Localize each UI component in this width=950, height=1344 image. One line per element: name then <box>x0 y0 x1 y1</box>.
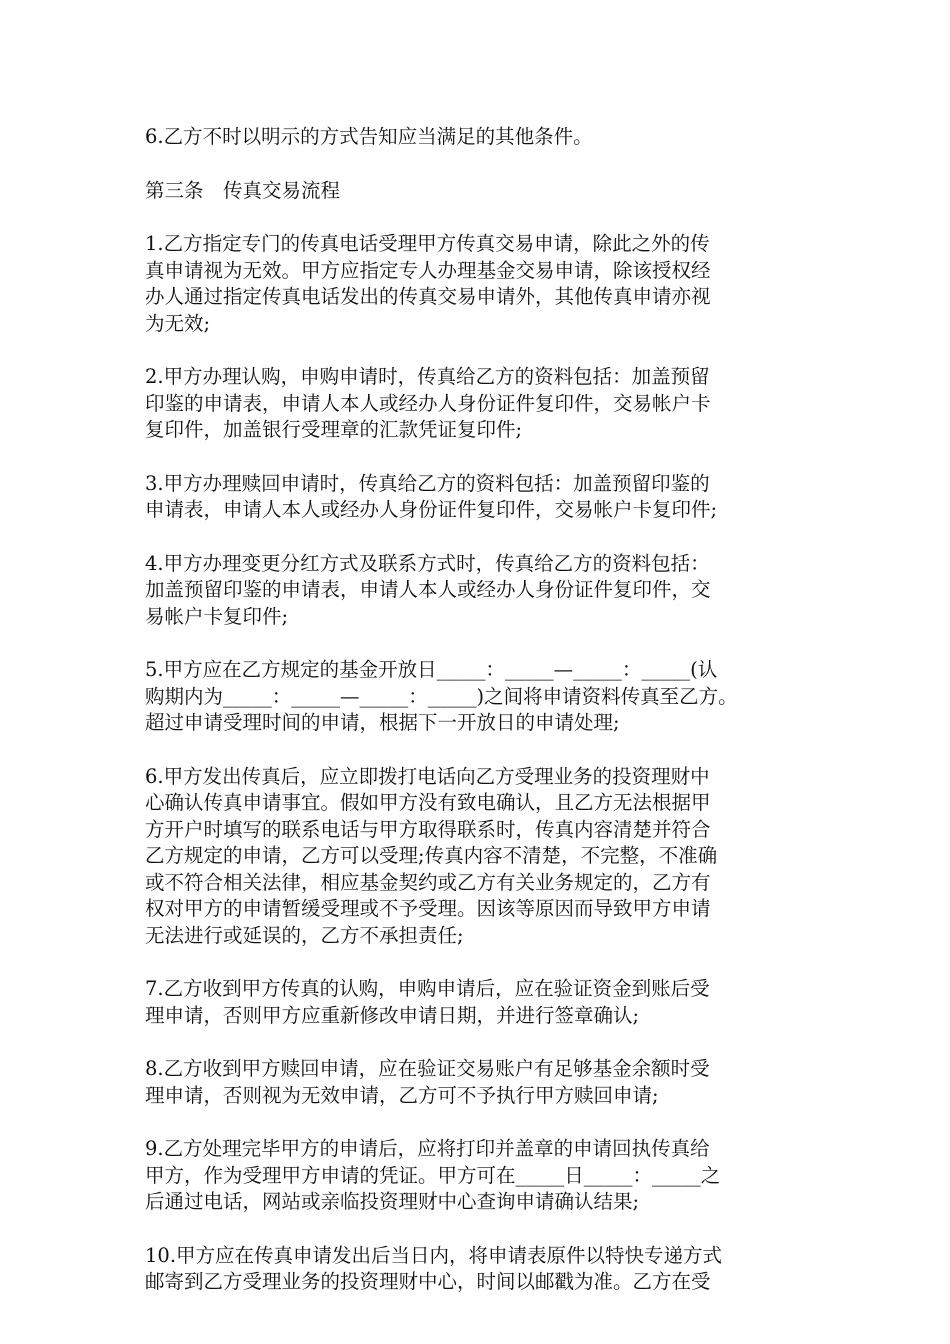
text-line: 心确认传真申请事宜。假如甲方没有致电确认，且乙方无法根据甲 <box>145 791 711 814</box>
text-line: 真申请视为无效。甲方应指定专人办理基金交易申请，除该授权经 <box>145 258 711 282</box>
clause-paragraph <box>145 657 810 737</box>
text-line: 或不符合相关法律，相应基金契约或乙方有关业务规定的，乙方有 <box>145 870 711 894</box>
clause-paragraph <box>145 976 810 1029</box>
clause-paragraph <box>145 471 810 524</box>
clause-paragraph <box>145 1056 810 1109</box>
text-line: 6.乙方不时以明示的方式告知应当满足的其他条件。 <box>145 125 593 148</box>
text-line: 权对甲方的申请暂缓受理或不予受理。因该等原因而导致甲方申请 <box>145 897 711 920</box>
clause-paragraph <box>145 764 810 950</box>
text-line: 易帐户卡复印件; <box>145 604 289 628</box>
clause-paragraph <box>145 1136 810 1216</box>
text-line: 加盖预留印鉴的申请表，申请人本人或经办人身份证件复印件，交 <box>145 578 711 601</box>
text-line: 理申请，否则视为无效申请，乙方可不予执行甲方赎回申请; <box>145 1083 659 1107</box>
text-line: 邮寄到乙方受理业务的投资理财中心，时间以邮戳为准。乙方在受 <box>145 1270 711 1293</box>
clause-paragraph <box>145 1243 810 1296</box>
text-line: 方开户时填写的联系电话与甲方取得联系时，传真内容清楚并符合 <box>145 817 711 841</box>
text-line: 办人通过指定传真电话发出的传真交易申请外，其他传真申请亦视 <box>145 285 711 308</box>
text-line: 购期内为_____：_____—_____：_____)之间将申请资料传真至乙方。 <box>145 684 738 708</box>
text-line: 申请表，申请人本人或经办人身份证件复印件，交易帐户卡复印件; <box>145 498 718 521</box>
clause-paragraph <box>145 551 810 631</box>
text-line: 8.乙方收到甲方赎回申请，应在验证交易账户有足够基金余额时受 <box>145 1057 710 1080</box>
text-line: 6.甲方发出传真后，应立即拨打电话向乙方受理业务的投资理财中 <box>145 764 710 788</box>
text-line: 甲方，作为受理甲方申请的凭证。甲方可在_____日_____：_____之 <box>145 1163 721 1187</box>
text-line: 乙方规定的申请，乙方可以受理;传真内容不清楚，不完整，不准确 <box>145 844 718 867</box>
text-line: 印鉴的申请表，申请人本人或经办人身份证件复印件，交易帐户卡 <box>145 391 711 415</box>
text-line: 复印件，加盖银行受理章的汇款凭证复印件; <box>145 418 523 441</box>
text-line: 3.甲方办理赎回申请时，传真给乙方的资料包括：加盖预留印鉴的 <box>145 471 710 495</box>
text-line: 无法进行或延误的，乙方不承担责任; <box>145 923 464 947</box>
section-heading <box>145 178 810 205</box>
text-line: 超过申请受理时间的申请，根据下一开放日的申请处理; <box>145 711 620 734</box>
text-line: 5.甲方应在乙方规定的基金开放日_____：_____—_____：_____(认 <box>145 658 718 681</box>
text-line: 理申请，否则甲方应重新修改申请日期，并进行签章确认; <box>145 1003 640 1027</box>
text-line: 9.乙方处理完毕甲方的申请后，应将打印并盖章的申请回执传真给 <box>145 1137 710 1160</box>
text-line: 2.甲方办理认购，申购申请时，传真给乙方的资料包括：加盖预留 <box>145 365 710 388</box>
text-line: 后通过电话，网站或亲临投资理财中心查询申请确认结果; <box>145 1190 640 1213</box>
clause-paragraph <box>145 364 810 444</box>
text-line: 10.甲方应在传真申请发出后当日内，将申请表原件以特快专递方式 <box>145 1243 723 1267</box>
clause-paragraph <box>145 231 810 337</box>
clause-paragraph <box>145 124 810 151</box>
text-line: 7.乙方收到甲方传真的认购，申购申请后，应在验证资金到账后受 <box>145 977 710 1000</box>
text-line: 第三条 传真交易流程 <box>145 178 341 202</box>
text-line: 为无效; <box>145 311 211 335</box>
document-page <box>145 124 810 1323</box>
text-line: 1.乙方指定专门的传真电话受理甲方传真交易申请，除此之外的传 <box>145 232 710 255</box>
text-line: 4.甲方办理变更分红方式及联系方式时，传真给乙方的资料包括： <box>145 551 710 575</box>
